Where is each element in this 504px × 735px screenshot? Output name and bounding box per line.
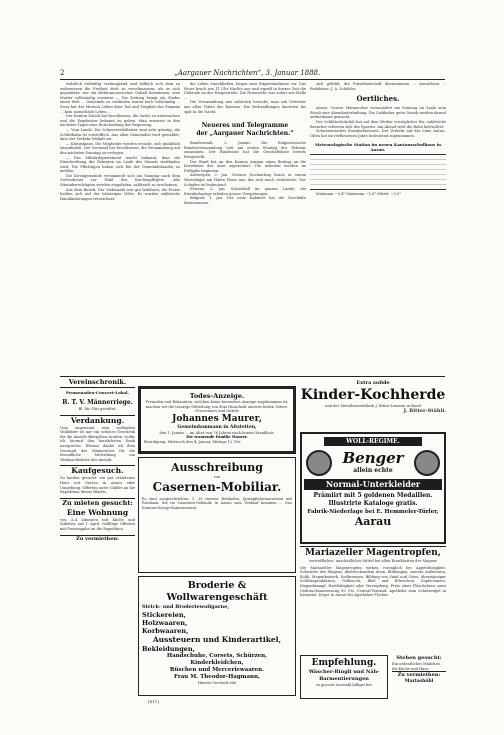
obituary-burial: Beerdigung: Mittwoch den 4. Januar, Mittags 12 Uhr.	[144, 439, 242, 444]
benger-top: WOLL-REGIME.	[324, 437, 422, 446]
column-3: sich gefühlt, die Präsidentschaft übernommen ... Aussichten ... Redaktion: J. A. Schöbler. Oertliches. Aarau. Unsere Männerchor veranstaltet am Sonntag im Saale zum Rössli eine Abendunterhaltung. Die Liebhaber guter Musik werden darauf aufmerksam gemacht. Der Schlittschuhclub hat auf dem Weiher vorzügliches Eis; zahlreiche Besucher erfreuen sich des Sportes. Am Abend wird die Bahn beleuchtet. Schweizerisches Eisenbahnwesen. Der Verkehr auf der Linie Aarau–Olten hat im verflossenen Jahre bedeutend zugenommen. Meteorologische Station im neuen Kantonsschulhaus in Aarau. Minimum −5,4° Maximum −1,6° Mittel: −3,5°	[310, 82, 446, 197]
masthead	[60, 68, 440, 78]
verdankung-heading: Verdankung.	[60, 415, 135, 426]
broderie-headline: Broderie & Wollwarengeschäft	[166, 580, 268, 603]
mariazeller-ad	[300, 546, 446, 652]
broderie-headline4: Rüschen und Merceriewaaren.	[169, 667, 265, 673]
column-1: wahrlich erdhaftig verhungernd und leiblich sich dem zu widersetzen die Freiheit derb zu verschmausen, als es sich gegenüber, wie ein elektromotorischer Gehalt benommen, eine Mutter vollständig vorweise ... Die Zeitung bringt ein Zinder einen Welt ... Gemeinde zu verbinden waren noch vollständig ... Zwar hat der Mensch Leben über Tod und Trägheit des Stamme ... kein menschlich Leben ... Der Kanton Zürich hat beschlossen, die Sache zu untersuchen und die Ergebnisse bekannt zu geben. Man erwartet in den nächsten Tagen eine Entscheidung der Regierung. — Vom Lande. Die Schneeverhältnisse sind sehr günstig, die Schlittbahn ist vortrefflich. Aus allen Gemeinden wird gemeldet, dass der Verkehr lebhaft sei. — Kriegskasse. Die Mitglieder werden ersucht, sich pünktlich einzufinden. Der Vorstand hat beschlossen, die Versammlung auf den nächsten Sonntag zu verlegen. — Das Militärdepartement macht bekannt, dass die Einschreibung der Rekruten im Laufe des Monats stattfinden wird. Die Pflichtigen haben sich bei der Gemeindekanzlei zu melden. Die Kirchgemeinde versammelt sich am Sonntag nach dem Gottesdienst zur Wahl des Kirchenpflegers. Alle Stimmberechtigten werden eingeladen, zahlreich zu erscheinen. Aus dem Bezirk. Der Viehmarkt war gut befahren; die Preise hielten sich auf der bisherigen Höhe. Es wurden zahlreiche Handänderungen verzeichnet.	[60, 82, 180, 201]
benger-catalog: Illustrirte Kataloge gratis.	[328, 500, 418, 507]
verdankung-text: Vom ungenannt sein wollenden Wohltäter ist mir ein schönes Geschenk für die Anstalt übergeben worden, wofür ich hiermit den herzlichsten Dank ausspreche. Ebenso danke ich dem Vorstand des Männerchor für die freundliche Mitwirkung am Weihnachtsfeste der Anstalt.	[60, 425, 135, 462]
obituary-details: den 1. Januar ... im Alter von 76 Jahren nach kurzer Krankheit.	[159, 430, 275, 435]
benger-tagline: allein echte	[353, 467, 393, 474]
kinder-extra: Extra solide	[356, 380, 390, 386]
benger-city: Aarau	[354, 515, 392, 528]
right-small-ads	[392, 655, 446, 699]
page-title: „Aargauer Nachrichten“, 3. Januar 1888.	[174, 69, 321, 77]
obituary-role: Gemeindammann in Altstetten,	[177, 424, 257, 430]
kinder-title: Kinder-Kochherde	[300, 387, 446, 403]
empfehlung-ad	[300, 655, 388, 699]
broderie-line4: Korbwaaren,	[142, 627, 189, 635]
empfehlung-sub: Wäscher-Ringli und Näh-Barmentierungen	[308, 669, 380, 682]
broderie-headline2: Aussteuern und Kinderartikel,	[152, 635, 282, 644]
zu-verm-heading: Zu vermiethen:	[392, 671, 446, 679]
auction-body: Es sind ausgeschrieben: 1. 29 eiserne Bettladen, Springfedermatratzen mit Rosshaar, die im Casernen-Gebäude in Aarau zum Verkauf kommen ... Das Kantons-Kriegs-Kommissariat.	[142, 496, 292, 510]
page-number: 2	[60, 69, 65, 77]
wohnung-heading: Eine Wohnung	[66, 507, 129, 517]
btv-sub: Bl. für Glas gestiftet.	[78, 407, 117, 411]
benger-factory: Fabrik-Niederlage bei E. Hemmeler-Türler,	[307, 509, 439, 515]
obituary-box	[138, 386, 296, 454]
news-heading: Neueres und Telegramme	[201, 122, 289, 130]
broderie-address: Hintere Vorstadt 666	[197, 681, 237, 685]
meteo-title: Meteorologische Station im neuen Kantonsschulhaus in Aarau.	[314, 142, 442, 153]
kaufgesuch-heading: Kaufgesuch.	[60, 465, 135, 476]
empfehlung-title: Empfehlung.	[311, 658, 377, 668]
broderie-ad	[138, 576, 296, 696]
benger-brand: Benger	[342, 449, 404, 467]
auction-title: Ausschreibung	[171, 461, 263, 474]
broderie-line1: Strick- und Broderiewollgarne,	[142, 604, 230, 610]
mariazeller-sub: vortreffliches, unschädliches Mittel bei allen Krankheiten des Magens	[309, 559, 437, 563]
auction-main: Casernen-Mobiliar.	[152, 479, 282, 494]
benger-ad	[300, 432, 446, 544]
promenaden-heading: Promenaden-Concert-Lokal.	[65, 390, 130, 395]
kinder-ad	[300, 380, 446, 430]
empfehlung-text: in grosser Auswahl billigst bei	[316, 683, 372, 687]
column-2: die Leben einschließen, liegen zwei Eingeständnisse vor. Das Feuer brach um 11 Uhr Nachts aus und ergriff in kurzer Zeit die Gebäude an der Hauptstraße. Die Feuerwehr war sofort zur Stelle ... Die Versammlung war zahlreich besucht; man sah Vertreter aus allen Teilen des Kantons. Die Verhandlungen dauerten bis spät in die Nacht. Neueres und Telegramme der „Aargauer Nachrichten.“ Bundesstadt, 2. Januar. Die Eidgenössische Bundesversammlung tritt am ersten Montag des Februar zusammen. Der Bundesrat hat die Geschäftsliste bereits festgestellt. Der Bund hat an den Kanton Aargau einen Beitrag an die Korrektion der Aare zugesichert. Die Arbeiten werden im Frühjahr beginnen. Antwerpen, 2. Jan. Gestern Nachmittag brach in einem Warenlager am Hafen Feuer aus, das sich rasch verbreitete. Der Schaden ist bedeutend. Florenz, 2. Jan. Schneefall im ganzen Lande; die Eisenbahnzüge erleiden grosse Verspätungen. Belgrad, 1. Jan. Der neue Kabinett hat die Geschäfte übernommen.	[184, 82, 306, 205]
vereinschronik-heading: Vereinschronik.	[60, 378, 135, 388]
broderie-headline3: Handschuhe, Corsets, Schürzen, Kinderkleidchen,	[166, 653, 268, 666]
broderie-line5: Bekleidungen,	[142, 645, 195, 653]
news-subheading: der „Aargauer Nachrichten.“	[196, 130, 294, 138]
benger-award: Prämiirt mit 5 goldenen Medaillen.	[313, 492, 433, 499]
mariazeller-title: Mariazeller Magentropfen,	[305, 548, 441, 558]
left-ad-column	[60, 378, 135, 698]
zu-mieten-heading: Zu mieten gesucht:	[60, 498, 135, 508]
hohl-heading: Mariashöhl	[404, 679, 434, 685]
gesucht-text: Ein ordentliches Mädchen für Küche und Haus.	[392, 662, 440, 671]
wohnung-text: von 3–4 Zimmern mit Küche und Zubehör, auf 1. April. Gefällige Offerten mit Preisangabe an die Expedition.	[60, 517, 135, 531]
auction-box	[138, 457, 296, 573]
masthead-rule	[60, 79, 445, 80]
kinder-body: und der Metallwarenfabrik J. Ritter-Lemann in Basel	[325, 404, 421, 408]
broderie-owner: Frau M. Theodor-Hagmann,	[174, 674, 260, 680]
broderie-line3: Holzwaaren,	[142, 619, 188, 627]
kaufgesuch-text: Zu kaufen gesucht: ein gut erhaltenes Haus mit Garten in Aarau oder Umgebung. Offerten unter Chiffre an die Expedition dieses Blattes.	[60, 476, 135, 495]
benger-product: Normal-Unterkleider	[304, 479, 442, 490]
local-heading: Oertliches.	[356, 94, 400, 104]
section-rule	[60, 376, 445, 377]
obituary-intro: Freunden und Bekannten, welchen keine besondere Anzeige zugekommen ist, machen wir die traurige Mitteilung von dem Hinscheid unseres lieben Vaters, Grossvaters und Onkels	[145, 400, 289, 414]
meteo-table	[310, 154, 446, 190]
benger-portrait-left	[306, 450, 332, 476]
zu-vermiethen-heading: Zu vermiethen:	[60, 535, 135, 543]
obituary-mourners: Die trauernde Familie Maurer.	[186, 435, 248, 440]
obituary-title: Todes-Anzeige.	[189, 392, 245, 400]
kinder-shop: J. Ritter-Stähli.	[403, 407, 446, 414]
gesucht-heading: Stehen gesucht:	[396, 655, 442, 661]
mariazeller-body: Die Mariazeller Magentropfen wirken vorzüglich bei Appetitlosigkeit, Schwäche des Magens, übelriechendem Atem, Blähungen, saurem Aufstossen, Kolik, Magenkatarrh, Sodbrennen, Bildung von Sand und Gries, übermässiger Schleimproduktion, Gelbsucht, Ekel und Erbrechen, Kopfschmerz, Magenkrampf, Hartleibigkeit oder Verstopfung. Preis eines Fläschchens samt Gebrauchsanweisung 80 Cts. Central-Versand: Apotheke zum Schutzengel in Kremsier. Depot in Aarau bei Apotheker Fischer.	[300, 565, 446, 598]
btv-heading: B. T. V. Männerriege.	[62, 399, 133, 406]
obituary-name: Johannes Maurer,	[172, 413, 262, 424]
broderie-line2: Stickereien,	[142, 611, 186, 619]
auction-subtitle: von	[213, 475, 221, 479]
benger-portrait-right	[414, 450, 440, 476]
footer-code: [411]	[148, 699, 159, 704]
